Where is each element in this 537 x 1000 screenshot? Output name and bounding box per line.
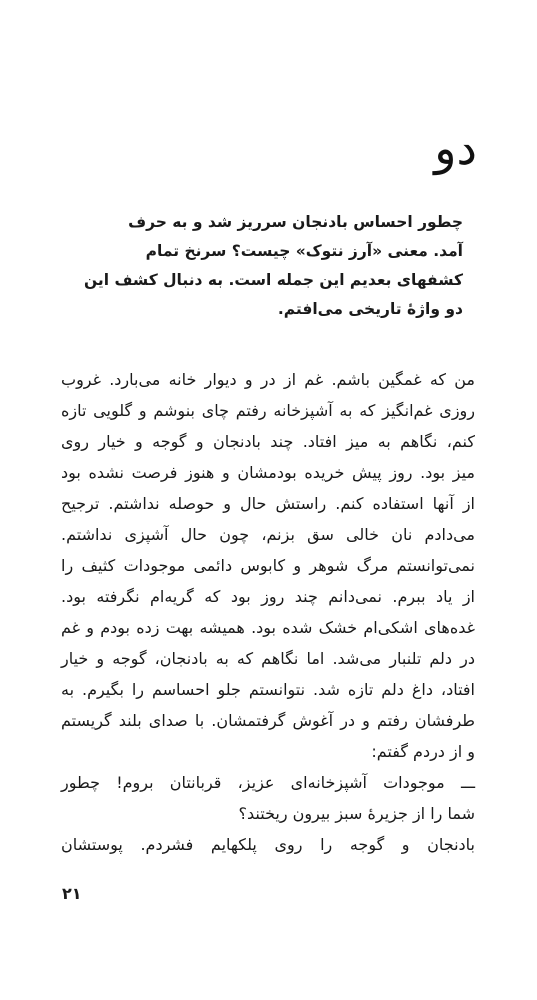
body-line: از یاد ببرم. نمی‌دانم چند روز بود که گریه‌ام نگرفته بود.	[61, 587, 475, 606]
synopsis-line: چطور احساس بادنجان سرریز شد و به حرف	[128, 213, 463, 231]
body-line: من که غمگین باشم. غم از در و دیوار خانه می‌بارد. غروب	[61, 370, 475, 389]
body-line: نمی‌توانستم مرگ شوهر و کابوس دائمی موجودات کثیف را	[61, 556, 475, 575]
body-line: شما را از جزیرهٔ سبز بیرون ریختند؟	[238, 804, 475, 823]
body-line: روزی غم‌انگیز که به آشپزخانه رفتم چای بنوشم و گلویی تازه	[61, 401, 475, 420]
synopsis-line: دو واژهٔ تاریخی می‌افتم.	[277, 300, 463, 318]
chapter-title: دو	[434, 121, 477, 175]
body-line: میز بود. روز پیش خریده بودمشان و هنوز فرصت نشده بود	[61, 463, 475, 482]
body-line: در دلم تلنبار می‌شد. اما نگاهم که به بادنجان، گوجه و خیار	[61, 649, 475, 668]
synopsis-line: کشفهای بعدیم این جمله است. به دنبال کشف این	[83, 271, 463, 289]
body-line: بادنجان و گوجه را روی پلکهایم فشردم. پوستشان	[61, 835, 475, 854]
chapter-synopsis	[83, 208, 463, 324]
body-line: افتاد، داغ دلم تازه شد. نتوانستم جلو احساسم را بگیرم. به	[61, 680, 475, 699]
body-line: از آنها استفاده کنم. راستش حال و حوصله نداشتم. ترجیح	[61, 494, 475, 513]
body-line: می‌دادم نان خالی سق بزنم، چون حال آشپزی نداشتم.	[61, 525, 475, 544]
body-text	[61, 364, 475, 860]
synopsis-line: آمد. معنی «آرز نتوک» چیست؟ سرنخ تمام	[145, 242, 463, 260]
body-line: ـــ موجودات آشپزخانه‌ای عزیز، قربانتان بروم! چطور	[61, 773, 475, 792]
body-line: طرفشان رفتم و در آغوش گرفتمشان. با صدای بلند گریستم	[61, 711, 475, 730]
body-line: کنم، نگاهم به میز افتاد. چند بادنجان و گوجه و خیار روی	[61, 432, 475, 451]
body-line: و از دردم گفتم:	[371, 742, 475, 761]
page-number: ۲۱	[62, 884, 82, 903]
body-line: غده‌های اشکی‌ام خشک شده بود. همیشه بهت زده بودم و غم	[61, 618, 475, 637]
